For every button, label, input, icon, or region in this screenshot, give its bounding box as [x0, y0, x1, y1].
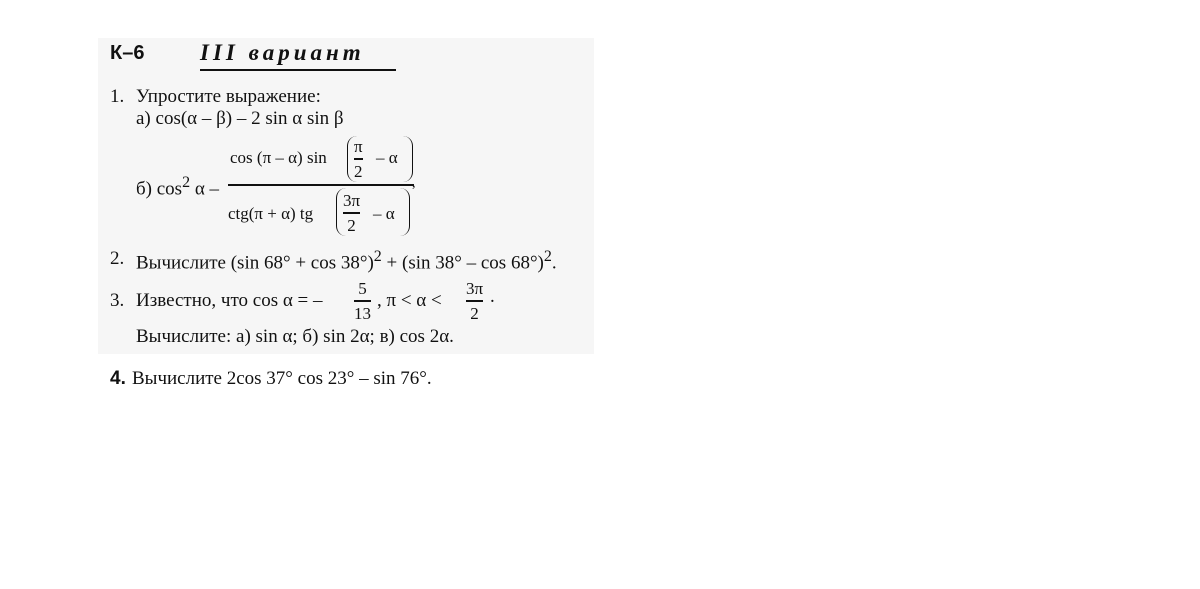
task3-fraction-2: [466, 280, 483, 322]
task2-end: .: [551, 252, 557, 274]
task1-part-a: а) cos(α – β) – 2 sin α sin β: [136, 108, 344, 129]
frac-top: 3π: [343, 191, 361, 210]
task1b-comma: ,: [412, 176, 416, 191]
frac-top: 3π: [466, 279, 484, 298]
task3-middle: , π < α <: [377, 290, 442, 311]
task2-number: 2.: [110, 248, 125, 269]
test-code: К–6: [110, 42, 145, 64]
task4-number: 4.: [110, 368, 126, 389]
task1-part-b-label: [136, 174, 219, 200]
frac-bar: [354, 300, 371, 302]
task1b-alpha-minus: α –: [194, 178, 220, 200]
frac-bar: [354, 158, 363, 160]
frac-bar: [466, 300, 483, 302]
task1b-cos: б) cos: [136, 178, 183, 200]
frac-bottom: 2: [470, 303, 479, 323]
task2-text: [136, 248, 557, 274]
task1b-main-fraction-bar: [228, 184, 414, 186]
task4-text: Вычислите 2cos 37° cos 23° – sin 76°.: [132, 368, 432, 389]
frac-bottom: 2: [347, 215, 356, 235]
task1-number: 1.: [110, 86, 125, 107]
task3-end: .: [490, 286, 495, 307]
task3-number: 3.: [110, 290, 125, 311]
title-underline: [200, 69, 396, 71]
task2-exp-a: 2: [373, 248, 382, 265]
task1b-numerator-text: cos (π – α) sin: [230, 148, 327, 167]
variant-title: III вариант: [200, 40, 365, 65]
frac-top: π: [354, 137, 363, 156]
frac-top: 5: [358, 279, 367, 298]
frac-bar: [343, 212, 360, 214]
task2-part-b: + (sin 38° – cos 68°): [381, 252, 544, 274]
task1b-numerator-tail: – α: [376, 148, 398, 167]
task3-fraction: [354, 280, 371, 322]
task2-exp-b: 2: [543, 248, 552, 265]
task1b-denominator-frac: [343, 192, 360, 234]
task1b-numerator-frac: [354, 138, 363, 180]
task3-text: Известно, что cos α = –: [136, 290, 323, 311]
frac-bottom: 2: [354, 161, 363, 181]
task3-line2: Вычислите: а) sin α; б) sin 2α; в) cos 2α.: [136, 326, 454, 347]
task1b-denominator-text: ctg(π + α) tg: [228, 204, 314, 223]
task1b-exponent: 2: [182, 174, 191, 191]
task1-prompt: Упростите выражение:: [136, 86, 321, 107]
task1b-denominator-tail: – α: [373, 204, 395, 223]
frac-bottom: 13: [354, 303, 371, 323]
task2-part-a: Вычислите (sin 68° + cos 38°): [136, 252, 374, 274]
